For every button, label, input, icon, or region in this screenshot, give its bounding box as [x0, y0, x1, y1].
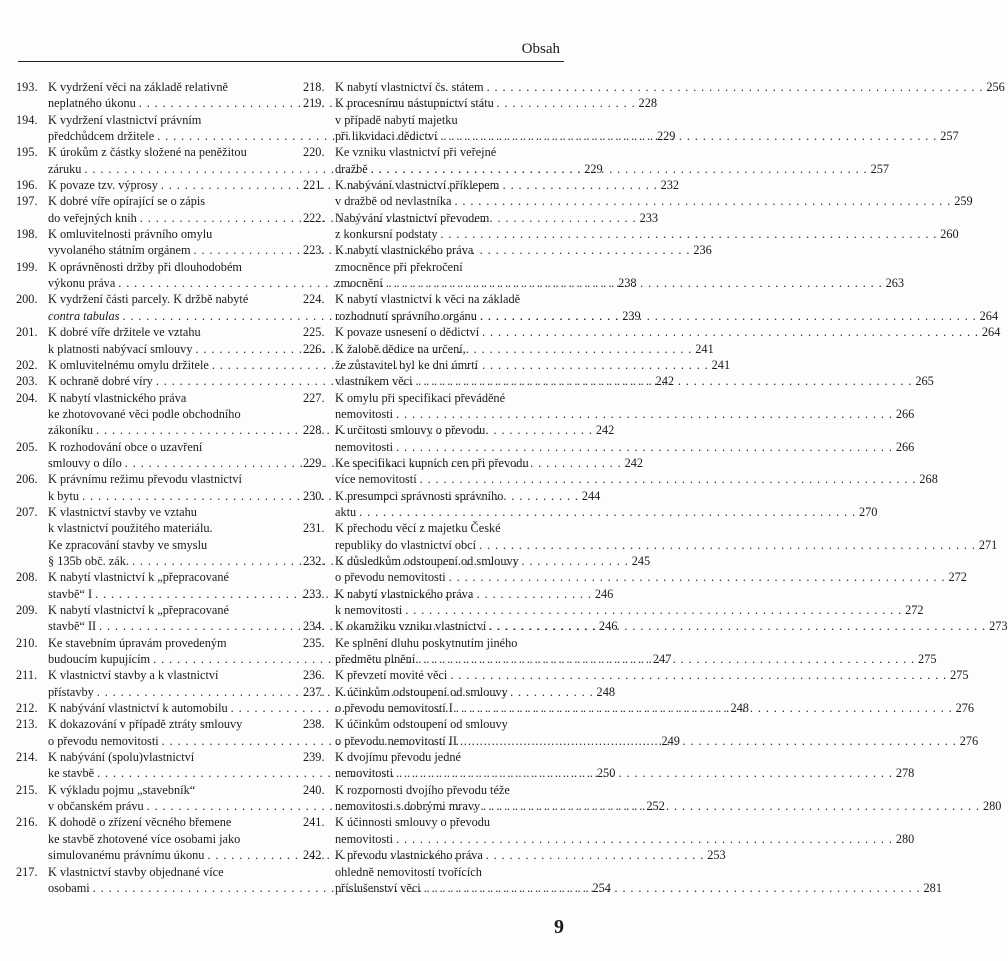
header-rule — [18, 61, 564, 62]
entry-title-line: v případě nabytí majetku — [335, 112, 458, 127]
entry-title-line: k nemovitosti . . . 272 — [335, 602, 557, 618]
entry-title-line: K rozhodování obce o uzavření — [48, 439, 203, 454]
entry-title-line: K úrokům z částky složené na peněžitou — [48, 145, 247, 160]
dot-leader — [417, 471, 920, 487]
entry-number: 237. — [303, 684, 325, 699]
entry-title-line: přístavby . . . 248 — [48, 684, 270, 700]
entry-title-line: ke stavbě . . . 250 — [48, 765, 270, 781]
entry-page: 264 — [979, 308, 999, 323]
entry-title-line: K vydržení věci na základě relativně — [48, 80, 228, 94]
entry-number: 228. — [303, 423, 325, 438]
entry-number: 222. — [303, 210, 325, 225]
entry-page: 259 — [954, 194, 973, 209]
entry-title-line: více nemovitostí . . . 268 — [335, 471, 557, 487]
entry-title-line: § 135b obč. zák. . . . 245 — [48, 553, 270, 569]
entry-title-line: K dohodě o zřízení věcného břemene — [48, 815, 232, 830]
entry-title-line: K vlastnictví stavby ve vztahu — [48, 504, 197, 519]
entry-page: 250 — [596, 766, 616, 781]
entry-page: 260 — [940, 227, 959, 242]
entry-page: 248 — [596, 684, 615, 699]
entry-title-line: při likvidaci dědictví . . . 257 — [335, 128, 557, 144]
dot-leader — [393, 406, 896, 422]
entry-number: 204. — [16, 390, 38, 405]
entry-number: 218. — [303, 80, 325, 94]
dot-leader — [479, 324, 982, 340]
entry-number: 193. — [16, 80, 38, 94]
entry-number: 198. — [16, 227, 38, 242]
entry-title-line: nemovitosti s dobrými mravy . . . 280 — [335, 798, 557, 814]
entry-title-line: simulovanému právnímu úkonu . . . 253 — [48, 847, 270, 863]
entry-page: 275 — [918, 652, 937, 667]
entry-page: 278 — [895, 766, 915, 781]
dot-leader — [437, 128, 940, 144]
entry-title-line: v občanském právu . . . 252 — [48, 798, 270, 814]
entry-title-line: zmocnění . . . 263 — [335, 275, 557, 291]
dot-leader — [393, 831, 896, 847]
entry-title-line: K povaze tzv. výprosy . . . 232 — [48, 177, 270, 193]
entry-number: 206. — [16, 472, 38, 487]
entry-title-line: K dvojímu převodu jedné — [335, 750, 462, 765]
entry-number: 227. — [303, 390, 325, 405]
entry-page: 257 — [870, 161, 890, 176]
entry-page: 281 — [923, 880, 942, 895]
entry-number: 220. — [303, 145, 325, 160]
entry-number: 241. — [303, 815, 325, 830]
entry-number: 221. — [303, 178, 325, 193]
entry-title-line: záruku . . . 229 — [48, 161, 270, 177]
entry-page: 246 — [594, 586, 614, 601]
entry-title-line: Ke stavebním úpravám provedeným — [48, 635, 227, 650]
entry-page: 236 — [693, 243, 712, 258]
entry-number: 211. — [16, 668, 38, 683]
entry-page: 229 — [584, 161, 603, 176]
entry-page: 280 — [982, 799, 1002, 814]
entry-title-line: K nabytí vlastnictví čs. státem . . . 256 — [335, 79, 557, 95]
entry-title-line: K účinkům odstoupení od smlouvy — [335, 717, 508, 732]
entry-title-line: K dokazování v případě ztráty smlouvy — [48, 717, 243, 732]
entry-page: 256 — [986, 80, 1005, 94]
entry-number: 202. — [16, 357, 38, 372]
entry-title-line: K omluvitelnému omylu držitele . . . 241 — [48, 357, 270, 373]
toc-entry[interactable] — [303, 814, 915, 847]
entry-title-line: K vydržení vlastnictví právním — [48, 112, 202, 127]
entry-title-line: K nabytí vlastnického práva — [335, 586, 474, 601]
dot-leader — [413, 373, 916, 389]
dot-leader — [484, 79, 987, 95]
entry-title-line: K povaze usnesení o dědictví . . . 264 — [335, 324, 557, 340]
entry-title-line: K určitosti smlouvy o převodu — [335, 423, 486, 438]
entry-title-line: aktu . . . 270 — [335, 504, 557, 520]
entry-page: 247 — [652, 652, 672, 667]
entry-page: 264 — [981, 325, 1001, 340]
entry-title-line: předmětu plnění . . . 275 — [335, 651, 557, 667]
entry-number: 210. — [16, 635, 38, 650]
entry-title-line: K nabytí vlastnictví k „přepracované — [48, 570, 229, 585]
entry-page: 229 — [656, 129, 676, 144]
entry-page: 249 — [661, 733, 680, 748]
entry-number: 225. — [303, 325, 325, 340]
entry-title-line: K vlastnictví stavby a k vlastnictví — [48, 668, 219, 683]
entry-title-line: K ochraně dobré víry . . . 242 — [48, 373, 270, 389]
entry-number: 205. — [16, 439, 38, 454]
entry-title-line: Ke splnění dluhu poskytnutím jiného — [335, 635, 518, 650]
entry-title-line: smlouvy o dílo . . . 242 — [48, 455, 270, 471]
entry-title-line: ohledně nemovitostí tvořících — [335, 864, 482, 879]
entry-title-line: z konkursní podstaty . . . 260 — [335, 226, 557, 242]
entry-number: 231. — [303, 521, 325, 536]
entry-page: 241 — [711, 357, 731, 372]
entry-number: 238. — [303, 717, 325, 732]
entry-title-line: předchůdcem držitele . . . 229 — [48, 128, 270, 144]
entry-page: 246 — [598, 619, 618, 634]
dot-leader — [457, 733, 960, 749]
entry-page: 266 — [895, 439, 915, 454]
entry-title-line: K procesnímu nástupnictví státu — [335, 96, 494, 111]
entry-page: 248 — [730, 701, 749, 716]
entry-number: 212. — [16, 701, 38, 716]
entry-title-line: nemovitosti . . . 278 — [335, 765, 557, 781]
entry-title-line: osobami . . . 254 — [48, 880, 270, 896]
entry-page: 257 — [940, 129, 959, 144]
entry-title-line: Ke specifikaci kupních cen při převodu — [335, 455, 529, 470]
entry-number: 214. — [16, 750, 38, 765]
entry-title-line: Ke zpracování stavby ve smyslu — [48, 537, 208, 552]
entry-title-line: budoucím kupujícím . . . 247 — [48, 651, 270, 667]
entry-number: 207. — [16, 504, 38, 519]
dot-leader — [402, 602, 905, 618]
entry-title-line: o převodu nemovitosti . . . 249 — [48, 733, 270, 749]
toc-entry[interactable] — [303, 520, 998, 553]
entry-page: 254 — [592, 880, 611, 895]
entry-number: 239. — [303, 750, 325, 765]
entry-title-line: K přechodu věcí z majetku České — [335, 521, 501, 536]
entry-page: 252 — [646, 799, 665, 814]
entry-title-line: vlastníkem věci . . . 265 — [335, 373, 557, 389]
entry-title-line: K dobré víře opírající se o zápis — [48, 194, 206, 209]
dot-leader — [453, 700, 956, 716]
entry-title-line: K rozpornosti dvojího převodu téže — [335, 782, 510, 797]
entry-number: 201. — [16, 325, 38, 340]
dot-leader — [393, 765, 896, 781]
entry-title-line: k platnosti nabývací smlouvy . . . 241 — [48, 341, 270, 357]
entry-title-line: republiky do vlastnictví obcí . . . 271 — [335, 537, 557, 553]
dot-leader — [421, 880, 924, 896]
entry-number: 217. — [16, 864, 38, 879]
entry-number: 232. — [303, 553, 325, 568]
entry-page: 233 — [639, 210, 659, 225]
entry-title-line: nemovitosti . . . 280 — [335, 831, 557, 847]
toc-entry[interactable] — [303, 667, 969, 683]
entry-number: 224. — [303, 292, 325, 307]
entry-number: 199. — [16, 259, 38, 274]
entry-title-line: o převodu nemovitostí II . . . 276 — [335, 733, 557, 749]
entry-page: 238 — [618, 276, 637, 291]
entry-title-line: K nabytí vlastnického práva — [48, 390, 187, 405]
entry-title-line: nemovitosti . . . 266 — [335, 406, 557, 422]
entry-title-line: že zůstavitel byl ke dni úmrtí — [335, 357, 479, 372]
toc-entry[interactable] — [303, 79, 1005, 95]
entry-page: 253 — [707, 848, 726, 863]
dot-leader — [486, 618, 989, 634]
entry-title-line: K účinnosti smlouvy o převodu — [335, 815, 491, 830]
dot-leader — [476, 537, 979, 553]
entry-title-line: K důsledkům odstoupení od smlouvy — [335, 553, 519, 568]
entry-title-line: rozhodnutí správního orgánu . . . 264 — [335, 308, 557, 324]
entry-page: 276 — [959, 733, 979, 748]
entry-title-line: Ke vzniku vlastnictví při veřejné — [335, 145, 497, 160]
entry-title-line: K vlastnictví stavby objednané více — [48, 864, 224, 879]
entry-title-line: K nabytí vlastnictví k „přepracované — [48, 603, 229, 617]
entry-page: 271 — [978, 537, 998, 552]
toc-entry[interactable] — [303, 324, 1001, 340]
entry-title-line: K dobré víře držitele ve vztahu — [48, 325, 201, 340]
entry-title-line: K oprávněnosti držby při dlouhodobém — [48, 259, 242, 274]
entry-title-line: K nabývání vlastnictví k automobilu . . . 248 — [48, 700, 270, 716]
entry-title-line: K žalobě dědice na určení, — [335, 341, 466, 356]
entry-number: 195. — [16, 145, 38, 160]
entry-title-line: stavbě“ II . . . 246 — [48, 618, 270, 634]
dot-leader — [393, 439, 896, 455]
page-number: 9 — [554, 916, 564, 938]
entry-title-line: výkonu práva . . . 238 — [48, 275, 270, 291]
entry-title-line: K nabývání (spolu)vlastnictví — [48, 750, 195, 765]
toc-entry[interactable] — [303, 390, 915, 423]
entry-page: 232 — [660, 178, 680, 193]
entry-number: 223. — [303, 243, 325, 258]
entry-title-line: K omylu při specifikaci převáděné — [335, 390, 506, 405]
entry-page: 242 — [624, 455, 644, 470]
entry-number: 233. — [303, 586, 325, 601]
entry-title-line: zmocněnce při překročení — [335, 259, 463, 274]
entry-number: 226. — [303, 341, 325, 356]
entry-page: 272 — [948, 570, 967, 585]
entry-number: 215. — [16, 782, 38, 797]
entry-title-line: K převodu vlastnického práva — [335, 848, 483, 863]
entry-title-line: v dražbě od nevlastníka . . . 259 — [335, 193, 557, 209]
dot-leader — [368, 161, 871, 177]
entry-number: 196. — [16, 178, 38, 193]
entry-page: 244 — [581, 488, 601, 503]
entry-page: 273 — [989, 619, 1008, 634]
entry-page: 242 — [655, 374, 675, 389]
dot-leader — [437, 226, 940, 242]
entry-title-line: K omluvitelnosti právního omylu — [48, 227, 213, 242]
entry-title-line: K nabývání vlastnictví příklepem — [335, 178, 500, 193]
header-title: Obsah — [521, 41, 560, 57]
entry-number: 240. — [303, 782, 325, 797]
entry-page: 280 — [895, 831, 915, 846]
entry-number: 229. — [303, 455, 325, 470]
entry-title-line: do veřejných knih . . . 233 — [48, 210, 270, 226]
entry-title-line: K presumpci správnosti správního — [335, 488, 504, 503]
entry-title-line: o převodu nemovitostí I . . . 276 — [335, 700, 557, 716]
entry-title-line: K převzetí movité věci . . . 275 — [335, 667, 557, 683]
entry-number: 200. — [16, 292, 38, 307]
entry-page: 270 — [858, 504, 878, 519]
entry-page: 242 — [595, 423, 615, 438]
entry-page: 276 — [955, 701, 975, 716]
entry-title-line: K účinkům odstoupení od smlouvy — [335, 684, 508, 699]
entry-title-line: Nabývání vlastnictví převodem — [335, 210, 490, 225]
dot-leader — [415, 651, 918, 667]
entry-title-line: ke stavbě zhotovené více osobami jako — [48, 831, 241, 846]
entry-title-line: nemovitosti . . . 266 — [335, 439, 557, 455]
entry-title-line: K okamžiku vzniku vlastnictví . . . 273 — [335, 618, 557, 634]
entry-page: 239 — [622, 308, 641, 323]
dot-leader — [446, 569, 949, 585]
entry-number: 234. — [303, 619, 325, 634]
entry-number: 230. — [303, 488, 325, 503]
entry-title-line: o převodu nemovitosti . . . 272 — [335, 569, 557, 585]
entry-number: 235. — [303, 635, 325, 650]
entry-page: 228 — [638, 96, 657, 111]
entry-title-line: K vydržení části parcely. K držbě nabyté — [48, 292, 249, 307]
entry-title-line: ke zhotovované věci podle obchodního — [48, 406, 241, 421]
entry-number: 208. — [16, 570, 38, 585]
entry-page: 263 — [885, 276, 905, 291]
entry-title-line: K nabytí vlastnictví k věci na základě — [335, 292, 521, 307]
entry-title-line: příslušenství věci . . . 281 — [335, 880, 557, 896]
entry-title-line: zákoníku . . . 242 — [48, 422, 270, 438]
entry-title-line: contra tabulas . . . 239 — [48, 308, 270, 324]
entry-number: 203. — [16, 374, 38, 389]
dot-leader — [383, 275, 886, 291]
entry-title-line: vyvolaného státním orgánem . . . 236 — [48, 242, 270, 258]
entry-title-line: stavbě“ I . . . 246 — [48, 586, 270, 602]
dot-leader — [451, 193, 954, 209]
entry-title-line: K právnímu režimu převodu vlastnictví — [48, 472, 242, 487]
entry-title-line: neplatného úkonu . . . 228 — [48, 95, 270, 111]
entry-number: 219. — [303, 96, 325, 111]
entry-page: 272 — [905, 603, 924, 617]
dot-leader — [480, 798, 983, 814]
entry-page: 241 — [695, 341, 714, 356]
entry-number: 213. — [16, 717, 38, 732]
entry-page: 245 — [631, 553, 651, 568]
entry-title-line: K nabytí vlastnického práva — [335, 243, 474, 258]
entry-title-line: k bytu . . . 244 — [48, 488, 270, 504]
entry-number: 216. — [16, 815, 38, 830]
entry-number: 242. — [303, 848, 325, 863]
entry-title-line: dražbě . . . 257 — [335, 161, 557, 177]
dot-leader — [356, 504, 859, 520]
entry-title-line: k vlastnictví použitého materiálu. — [48, 521, 213, 536]
entry-number: 209. — [16, 603, 38, 617]
entry-number: 194. — [16, 112, 38, 127]
entry-page: 268 — [919, 472, 938, 487]
dot-leader — [447, 667, 950, 683]
entry-page: 266 — [895, 406, 915, 421]
entry-number: 197. — [16, 194, 38, 209]
entry-title-line: K výkladu pojmu „stavebník“ — [48, 782, 196, 797]
entry-number: 236. — [303, 668, 325, 683]
entry-page: 265 — [915, 374, 934, 389]
entry-page: 275 — [950, 668, 969, 683]
dot-leader — [477, 308, 980, 324]
